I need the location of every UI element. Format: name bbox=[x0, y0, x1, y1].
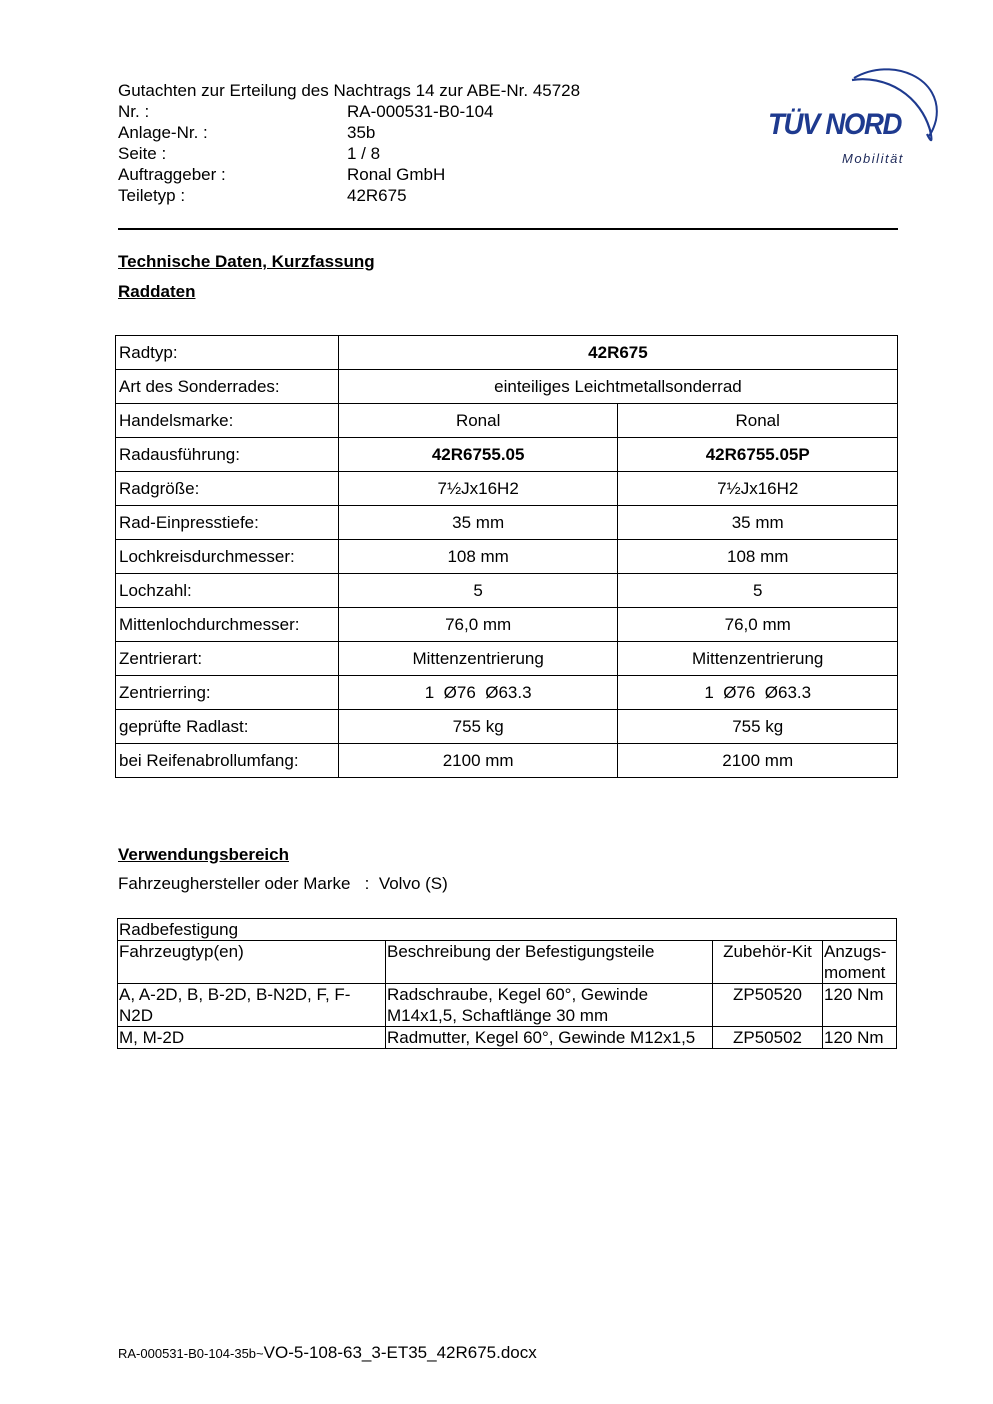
row-label: Zentrierring: bbox=[116, 676, 339, 710]
header-value: RA-000531-B0-104 bbox=[347, 102, 494, 121]
table-row bbox=[118, 984, 897, 1027]
table-title-row bbox=[118, 919, 897, 941]
row-label: geprüfte Radlast: bbox=[116, 710, 339, 744]
header-row-nr bbox=[118, 101, 580, 122]
cell-value: 35 mm bbox=[618, 506, 898, 540]
row-label: bei Reifenabrollumfang: bbox=[116, 744, 339, 778]
manufacturer-label: Fahrzeughersteller oder Marke bbox=[118, 874, 351, 893]
tuev-nord-logo bbox=[762, 58, 942, 173]
report-title: Gutachten zur Erteilung des Nachtrags 14 zur ABE-Nr. 45728 bbox=[118, 81, 581, 100]
section-heading-usage: Verwendungsbereich bbox=[118, 845, 289, 864]
row-label: Mittenlochdurchmesser: bbox=[116, 608, 339, 642]
row-label: Handelsmarke: bbox=[116, 404, 339, 438]
table-row bbox=[116, 574, 898, 608]
cell-value: Mittenzentrierung bbox=[338, 642, 618, 676]
cell-torque: 120 Nm bbox=[823, 1027, 897, 1049]
cell-vehicle-types: A, A-2D, B, B-2D, B-N2D, F, F-N2D bbox=[118, 984, 386, 1027]
row-label: Radausführung: bbox=[116, 438, 339, 472]
cell-vehicle-types: M, M-2D bbox=[118, 1027, 386, 1049]
cell-value: 35 mm bbox=[338, 506, 618, 540]
table-header-row bbox=[118, 941, 897, 984]
table-row bbox=[116, 438, 898, 472]
cell-kit: ZP50520 bbox=[713, 984, 823, 1027]
manufacturer-line bbox=[118, 874, 448, 894]
column-header: Anzugs-moment bbox=[823, 941, 897, 984]
cell-value: 108 mm bbox=[618, 540, 898, 574]
row-label: Rad-Einpresstiefe: bbox=[116, 506, 339, 540]
cell-value: Ronal bbox=[618, 404, 898, 438]
cell-value: 1 Ø76 Ø63.3 bbox=[338, 676, 618, 710]
cell-value: 1 Ø76 Ø63.3 bbox=[618, 676, 898, 710]
manufacturer-value: Volvo (S) bbox=[378, 874, 448, 893]
table-row bbox=[116, 744, 898, 778]
column-header: Beschreibung der Befestigungsteile bbox=[386, 941, 713, 984]
header-label: Teiletyp : bbox=[118, 186, 186, 205]
row-label: Radgröße: bbox=[116, 472, 339, 506]
cell-kit: ZP50502 bbox=[713, 1027, 823, 1049]
footer-reference: RA-000531-B0-104-35b~ bbox=[118, 1346, 264, 1361]
header-label: Auftraggeber : bbox=[118, 165, 226, 184]
cell-value: 76,0 mm bbox=[338, 608, 618, 642]
header-row-anlage bbox=[118, 122, 580, 143]
cell-value: 5 bbox=[338, 574, 618, 608]
section-heading-raddaten: Raddaten bbox=[118, 282, 196, 301]
table-row bbox=[116, 404, 898, 438]
cell-description: Radschraube, Kegel 60°, Gewinde M14x1,5, Schaftlänge 30 mm bbox=[386, 984, 713, 1027]
cell-value: 5 bbox=[618, 574, 898, 608]
radbefestigung-table bbox=[117, 918, 897, 1049]
row-label: Radtyp: bbox=[116, 336, 339, 370]
table-row bbox=[116, 608, 898, 642]
table-row bbox=[116, 540, 898, 574]
cell-value: 42R675 bbox=[338, 336, 897, 370]
table-row bbox=[116, 506, 898, 540]
cell-value: 42R6755.05P bbox=[618, 438, 898, 472]
header-value: Ronal GmbH bbox=[347, 165, 446, 184]
logo-brand: TÜV NORD bbox=[768, 108, 902, 141]
table-row bbox=[116, 472, 898, 506]
logo-subtitle: Mobilität bbox=[842, 151, 904, 166]
row-label: Zentrierart: bbox=[116, 642, 339, 676]
table-row bbox=[116, 336, 898, 370]
cell-value: Mittenzentrierung bbox=[618, 642, 898, 676]
table-row bbox=[116, 710, 898, 744]
table-title: Radbefestigung bbox=[118, 919, 897, 941]
header-value: 42R675 bbox=[347, 186, 407, 205]
table-row bbox=[116, 676, 898, 710]
row-label: Art des Sonderrades: bbox=[116, 370, 339, 404]
table-row bbox=[116, 370, 898, 404]
header-label: Seite : bbox=[118, 144, 167, 163]
document-header bbox=[118, 80, 580, 206]
cell-value: 76,0 mm bbox=[618, 608, 898, 642]
cell-value: 2100 mm bbox=[618, 744, 898, 778]
cell-value: 42R6755.05 bbox=[338, 438, 618, 472]
column-header: Fahrzeugtyp(en) bbox=[118, 941, 386, 984]
header-divider bbox=[118, 228, 898, 230]
cell-value: 7½Jx16H2 bbox=[618, 472, 898, 506]
table-row bbox=[116, 642, 898, 676]
section-heading-technical: Technische Daten, Kurzfassung bbox=[118, 252, 375, 271]
document-footer bbox=[118, 1343, 537, 1363]
row-label: Lochzahl: bbox=[116, 574, 339, 608]
manufacturer-separator: : bbox=[364, 874, 370, 893]
cell-torque: 120 Nm bbox=[823, 984, 897, 1027]
cell-value: 755 kg bbox=[338, 710, 618, 744]
header-value: 1 / 8 bbox=[347, 144, 381, 163]
cell-value: 108 mm bbox=[338, 540, 618, 574]
header-row-seite bbox=[118, 143, 580, 164]
header-row-auftraggeber bbox=[118, 164, 580, 185]
footer-filename: VO-5-108-63_3-ET35_42R675.docx bbox=[263, 1343, 537, 1362]
cell-value: einteiliges Leichtmetallsonderrad bbox=[338, 370, 897, 404]
raddaten-table bbox=[115, 335, 898, 778]
cell-value: Ronal bbox=[338, 404, 618, 438]
cell-value: 755 kg bbox=[618, 710, 898, 744]
header-row-teiletyp bbox=[118, 185, 580, 206]
cell-value: 2100 mm bbox=[338, 744, 618, 778]
cell-value: 7½Jx16H2 bbox=[338, 472, 618, 506]
header-label: Anlage-Nr. : bbox=[118, 123, 208, 142]
column-header: Zubehör-Kit bbox=[713, 941, 823, 984]
cell-description: Radmutter, Kegel 60°, Gewinde M12x1,5 bbox=[386, 1027, 713, 1049]
header-value: 35b bbox=[347, 123, 376, 142]
table-row bbox=[118, 1027, 897, 1049]
row-label: Lochkreisdurchmesser: bbox=[116, 540, 339, 574]
header-label: Nr. : bbox=[118, 102, 150, 121]
